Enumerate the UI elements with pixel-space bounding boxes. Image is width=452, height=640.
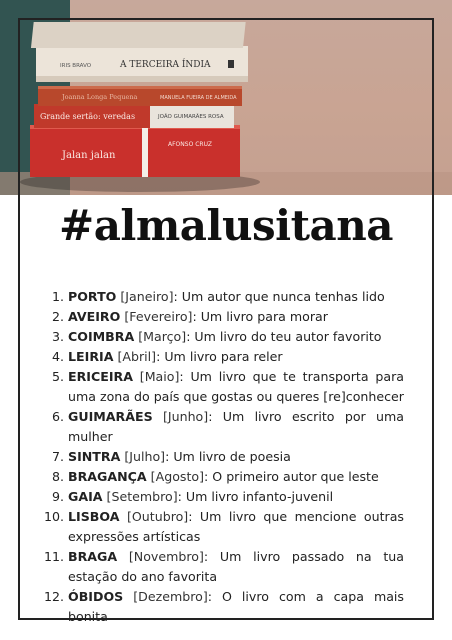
month-name: [Dezembro] bbox=[133, 589, 208, 604]
item-number: 5. bbox=[51, 369, 64, 384]
city-name: PORTO bbox=[68, 289, 117, 304]
list-item bbox=[44, 287, 404, 307]
month-name: [Maio] bbox=[139, 369, 180, 384]
month-name: [Junho] bbox=[162, 409, 209, 424]
month-name: [Novembro] bbox=[128, 549, 204, 564]
book-joanna bbox=[38, 86, 242, 106]
list-item bbox=[44, 327, 404, 347]
item-description: : O livro com a capa mais bonita bbox=[68, 589, 404, 624]
month-name: [Fevereiro] bbox=[124, 309, 193, 324]
city-name: LISBOA bbox=[68, 509, 120, 524]
month-name: [Abril] bbox=[117, 349, 157, 364]
book-title: Joanna Longa Pequena bbox=[62, 93, 138, 101]
city-name: ÓBIDOS bbox=[68, 589, 124, 604]
book-title: Jalan jalan bbox=[62, 150, 116, 161]
city-name: BRAGANÇA bbox=[68, 469, 147, 484]
list-item bbox=[44, 447, 404, 467]
month-name: [Julho] bbox=[124, 449, 166, 464]
item-description: : Um livro de poesia bbox=[165, 449, 291, 464]
item-description: : Um livro passado na tua estação do ano favorita bbox=[68, 549, 404, 584]
month-name: [Agosto] bbox=[150, 469, 205, 484]
item-description: : Um livro para reler bbox=[156, 349, 283, 364]
book-stack-photo bbox=[0, 0, 452, 195]
item-number: 10. bbox=[44, 509, 65, 524]
list-item bbox=[44, 507, 404, 547]
item-number: 6. bbox=[51, 409, 64, 424]
city-name: BRAGA bbox=[68, 549, 118, 564]
city-name: SINTRA bbox=[68, 449, 121, 464]
book-author: MANUELA FUEIRA DE ALMEIDA bbox=[160, 95, 237, 101]
city-name: GAIA bbox=[68, 489, 103, 504]
city-name: LEIRIA bbox=[68, 349, 114, 364]
list-item bbox=[44, 587, 404, 627]
list-item bbox=[44, 307, 404, 327]
list-item bbox=[44, 407, 404, 447]
city-name: COIMBRA bbox=[68, 329, 135, 344]
book-stack-illustration bbox=[0, 0, 452, 195]
item-number: 7. bbox=[51, 449, 64, 464]
item-number: 4. bbox=[51, 349, 64, 364]
book-author: JOÃO GUIMARÃES ROSA bbox=[158, 114, 224, 120]
item-number: 8. bbox=[51, 469, 64, 484]
item-description: : O primeiro autor que leste bbox=[204, 469, 379, 484]
list-item bbox=[44, 467, 404, 487]
item-number: 11. bbox=[44, 549, 65, 564]
challenge-list bbox=[44, 287, 404, 627]
item-number: 12. bbox=[44, 589, 65, 604]
month-name: [Setembro] bbox=[106, 489, 178, 504]
book-title: A TERCEIRA ÍNDIA bbox=[120, 60, 211, 70]
city-name: GUIMARÃES bbox=[68, 409, 153, 424]
city-name: ERICEIRA bbox=[68, 369, 133, 384]
item-description: : Um livro que mencione outras expressões artísticas bbox=[68, 509, 404, 544]
item-description: : Um autor que nunca tenhas lido bbox=[173, 289, 385, 304]
book-author: IRIS BRAVO bbox=[60, 63, 92, 69]
list-item bbox=[44, 367, 404, 407]
item-description: : Um livro do teu autor favorito bbox=[186, 329, 382, 344]
item-description: : Um livro para morar bbox=[192, 309, 328, 324]
month-name: [Outubro] bbox=[126, 509, 189, 524]
list-item bbox=[44, 347, 404, 367]
book-grande-sertao bbox=[34, 104, 234, 128]
item-number: 2. bbox=[51, 309, 64, 324]
month-name: [Janeiro] bbox=[120, 289, 174, 304]
list-item bbox=[44, 547, 404, 587]
book-jalan-jalan bbox=[30, 125, 240, 177]
item-description: : Um livro escrito por uma mulher bbox=[68, 409, 404, 444]
city-name: AVEIRO bbox=[68, 309, 121, 324]
item-number: 9. bbox=[51, 489, 64, 504]
book-title: Grande sertão: veredas bbox=[40, 112, 136, 121]
item-number: 3. bbox=[51, 329, 64, 344]
item-description: : Um livro infanto-juvenil bbox=[177, 489, 334, 504]
book-author: AFONSO CRUZ bbox=[168, 141, 212, 148]
book-a-terceira-india bbox=[31, 22, 248, 82]
page-title: #almalusitana bbox=[59, 201, 393, 250]
month-name: [Março] bbox=[138, 329, 187, 344]
list-item bbox=[44, 487, 404, 507]
item-description: : Um livro que te transporta para uma zona do país que gostas ou queres [re]conhecer bbox=[68, 369, 404, 404]
item-number: 1. bbox=[51, 289, 64, 304]
